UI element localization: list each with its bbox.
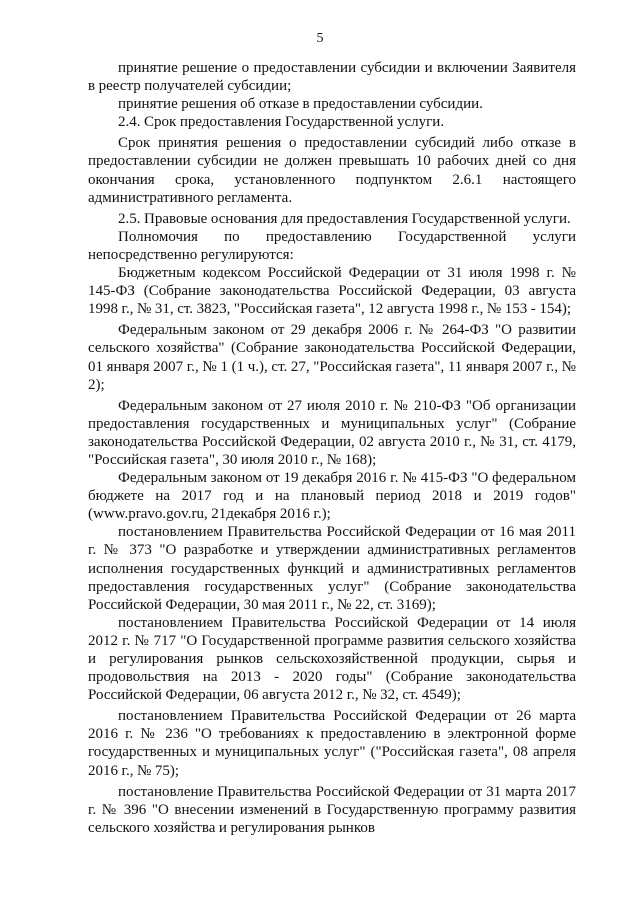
paragraph: Федеральным законом от 29 декабря 2006 г. № 264-ФЗ "О развитии сельского хозяйства" (Собрание законодательства Российской Федерации, 01 января 2007 г., № 1 (1 ч.), ст. 27, "Российская газета", 11 января 2007 г., № 2); xyxy=(88,322,576,393)
page-number: 5 xyxy=(316,31,324,46)
paragraph: постановлением Правительства Российской Федерации от 26 марта 2016 г. № 236 "О требованиях к предоставлению в электронной форме государственных и муниципальных услуг" ("Российская газета", 08 апреля 2016 г., № 75); xyxy=(88,708,576,779)
paragraph: Срок принятия решения о предоставлении субсидий либо отказе в предоставлении субсидии не должен превышать 10 рабочих дней со дня окончания срока, установленного подпунктом 2.6.1 настоящего административного регламента. xyxy=(88,135,576,206)
paragraph: Федеральным законом от 19 декабря 2016 г. № 415-ФЗ "О федеральном бюджете на 2017 год и на плановый период 2018 и 2019 годов" (www.pravo.gov.ru, 21декабря 2016 г.); xyxy=(88,470,576,523)
paragraph: постановлением Правительства Российской Федерации от 14 июля 2012 г. № 717 "О Государственной программе развития сельского хозяйства и регулирования рынков сельскохозяйственной продукции, сырья и продовольствия на 2013 - 2020 годы" (Собрание законодательства Российской Федерации, 06 августа 2012 г., № 32, ст. 4549); xyxy=(88,614,576,704)
paragraph: принятие решения об отказе в предоставлении субсидии. xyxy=(118,96,483,113)
paragraph: 2.4. Срок предоставления Государственной услуги. xyxy=(118,114,445,131)
paragraph: Федеральным законом от 27 июля 2010 г. № 210-ФЗ "Об организации предоставления государственных и муниципальных услуг" (Собрание законодательства Российской Федерации, 02 августа 2010 г., № 31, ст. 4179, "Российская газета", 30 июля 2010 г., № 168); xyxy=(88,397,576,468)
paragraph: 2.5. Правовые основания для предоставления Государственной услуги. xyxy=(118,210,571,227)
paragraph: Полномочия по предоставлению Государственной услуги непосредственно регулируются: xyxy=(88,228,576,263)
document-body xyxy=(88,59,576,837)
paragraph: принятие решение о предоставлении субсидии и включении Заявителя в реестр получателей субсидии; xyxy=(88,60,576,95)
paragraph: постановление Правительства Российской Федерации от 31 марта 2017 г. № 396 "О внесении изменений в Государственную программу развития сельского хозяйства и регулирования рынков xyxy=(88,783,576,836)
paragraph: Бюджетным кодексом Российской Федерации от 31 июля 1998 г. № 145-ФЗ (Собрание законодательства Российской Федерации, 03 августа 1998 г., № 31, ст. 3823, "Российская газета", 12 августа 1998 г., № 153 - 154); xyxy=(88,265,576,318)
paragraph: постановлением Правительства Российской Федерации от 16 мая 2011 г. № 373 "О разработке и утверждении административных регламентов исполнения государственных функций и административных регламентов предоставления государственных услуг" (Собрание законодательства Российской Федерации, 30 мая 2011 г., № 22, ст. 3169); xyxy=(88,524,576,613)
